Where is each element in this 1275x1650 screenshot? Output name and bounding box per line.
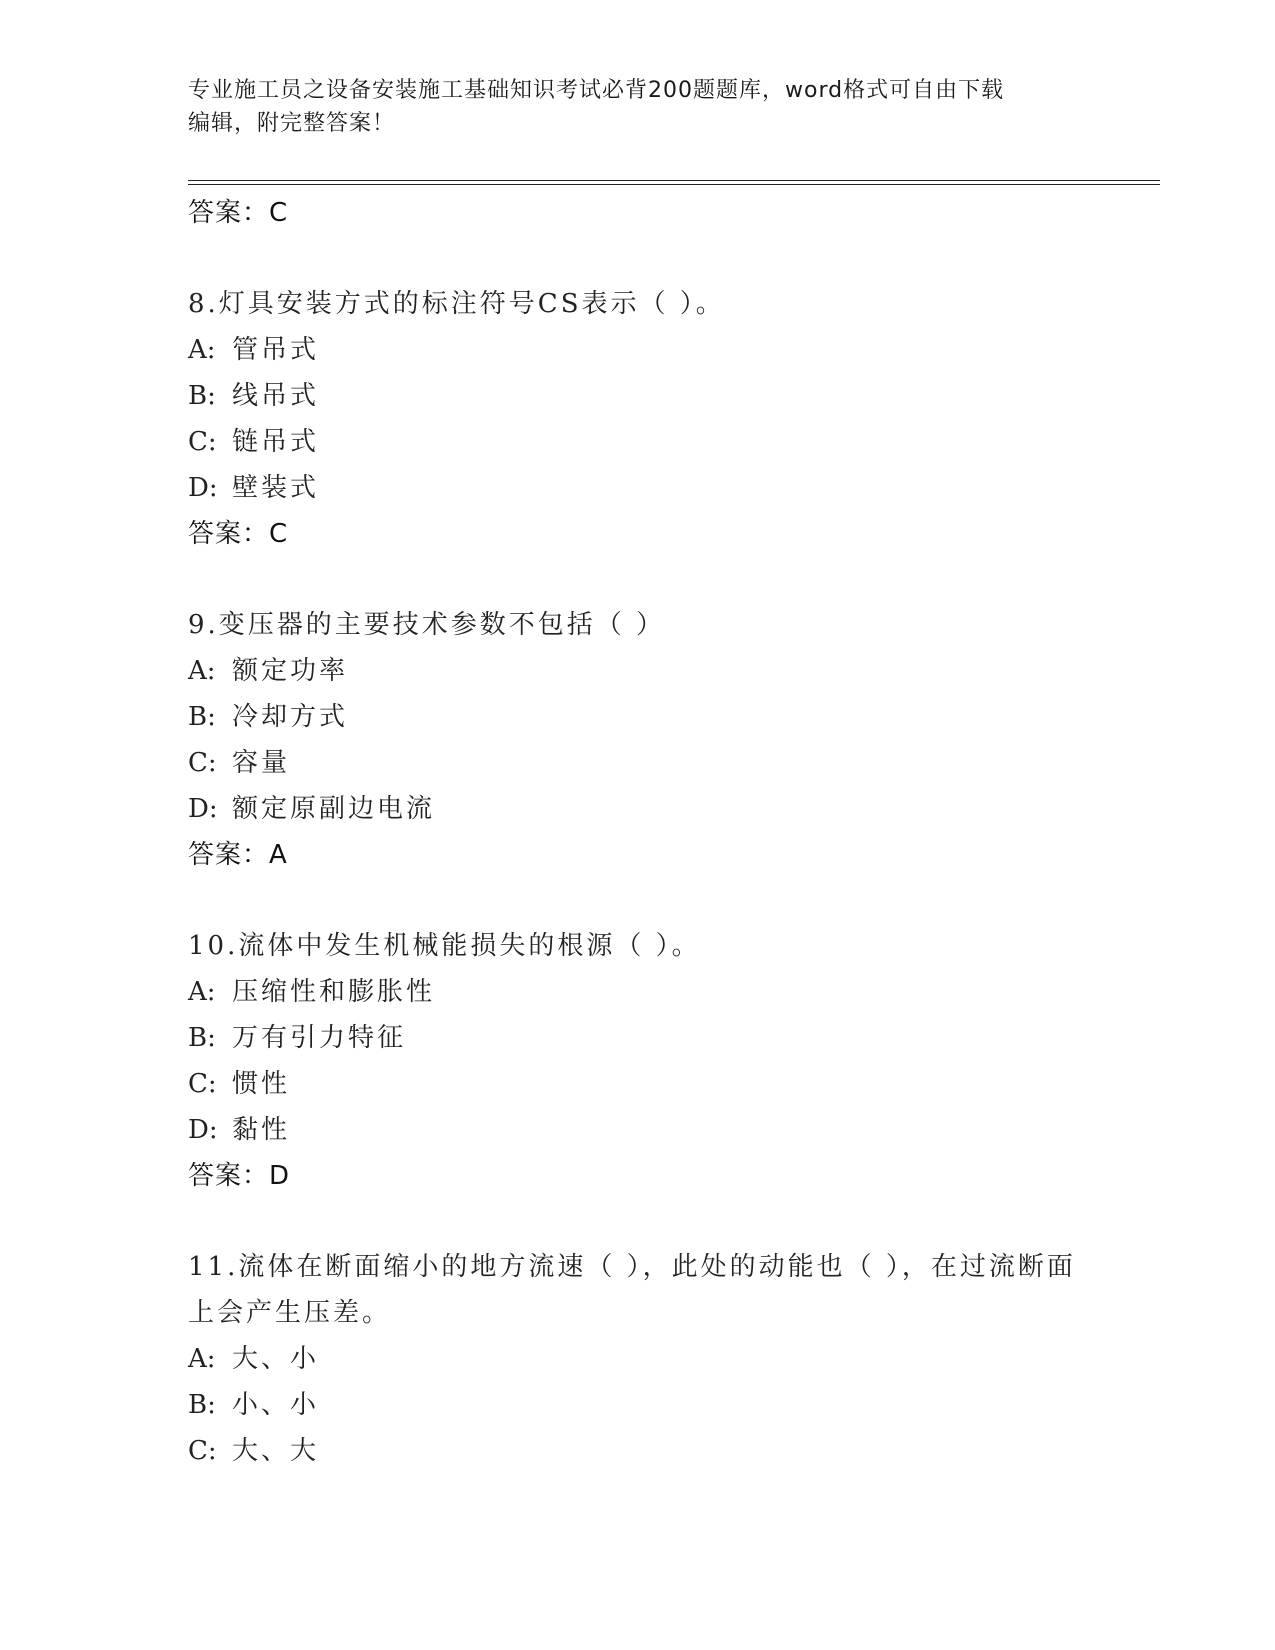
option-text: 万有引力特征: [232, 1023, 407, 1053]
header-line-2: 编辑，附完整答案！: [188, 111, 396, 136]
option-a: [188, 327, 1088, 373]
option-d: [188, 786, 1088, 832]
option-letter: C:: [188, 1436, 217, 1466]
option-text: 小、小: [232, 1390, 320, 1420]
option-d: [188, 1107, 1088, 1153]
option-c: [188, 740, 1088, 786]
option-d: [188, 465, 1088, 511]
spacer: [188, 1199, 1088, 1244]
option-letter: D:: [188, 473, 218, 503]
spacer: [188, 557, 1088, 602]
spacer: [188, 878, 1088, 923]
answer-line: 答案：C: [188, 519, 289, 549]
option-text: 管吊式: [232, 335, 320, 365]
question-text: 11.流体在断面缩小的地方流速（ ），此处的动能也（ ），在过流断面上会产生压差。: [188, 1252, 1076, 1328]
question-text: 10.流体中发生机械能损失的根源（ ）。: [188, 931, 701, 961]
option-letter: B:: [188, 381, 216, 411]
option-letter: C:: [188, 427, 217, 457]
option-b: [188, 1015, 1088, 1061]
header-rule-top: [188, 180, 1160, 181]
option-letter: B:: [188, 702, 216, 732]
option-b: [188, 694, 1088, 740]
option-c: [188, 1428, 1088, 1474]
option-letter: A:: [188, 1344, 216, 1374]
answer-line: 答案：C: [188, 198, 289, 228]
option-text: 大、小: [232, 1344, 320, 1374]
option-a: [188, 1336, 1088, 1382]
header-rule-bottom: [188, 184, 1160, 185]
option-letter: B:: [188, 1023, 216, 1053]
option-letter: C:: [188, 748, 217, 778]
option-text: 线吊式: [232, 381, 320, 411]
question-list: [188, 190, 1088, 1474]
option-text: 额定原副边电流: [232, 794, 436, 824]
option-text: 惯性: [232, 1069, 291, 1099]
option-letter: B:: [188, 1390, 216, 1420]
header-line-1: 专业施工员之设备安装施工基础知识考试必背200题题库，word格式可自由下载: [188, 78, 1005, 103]
option-text: 链吊式: [232, 427, 320, 457]
answer-line: 答案：A: [188, 840, 288, 870]
option-b: [188, 1382, 1088, 1428]
question-text: 8.灯具安装方式的标注符号CS表示（ ）。: [188, 289, 725, 319]
option-letter: D:: [188, 794, 218, 824]
option-letter: D:: [188, 1115, 218, 1145]
option-text: 黏性: [232, 1115, 291, 1145]
option-letter: A:: [188, 656, 216, 686]
option-a: [188, 969, 1088, 1015]
spacer: [188, 236, 1088, 281]
document-header: [188, 74, 1088, 140]
option-c: [188, 419, 1088, 465]
option-text: 容量: [232, 748, 291, 778]
answer-line: 答案：D: [188, 1161, 291, 1191]
option-text: 壁装式: [232, 473, 320, 503]
option-c: [188, 1061, 1088, 1107]
option-letter: A:: [188, 977, 216, 1007]
option-text: 额定功率: [232, 656, 349, 686]
option-a: [188, 648, 1088, 694]
option-text: 压缩性和膨胀性: [232, 977, 436, 1007]
option-letter: A:: [188, 335, 216, 365]
option-text: 大、大: [232, 1436, 320, 1466]
option-b: [188, 373, 1088, 419]
question-text: 9.变压器的主要技术参数不包括（ ）: [188, 610, 666, 640]
option-text: 冷却方式: [232, 702, 349, 732]
option-letter: C:: [188, 1069, 217, 1099]
